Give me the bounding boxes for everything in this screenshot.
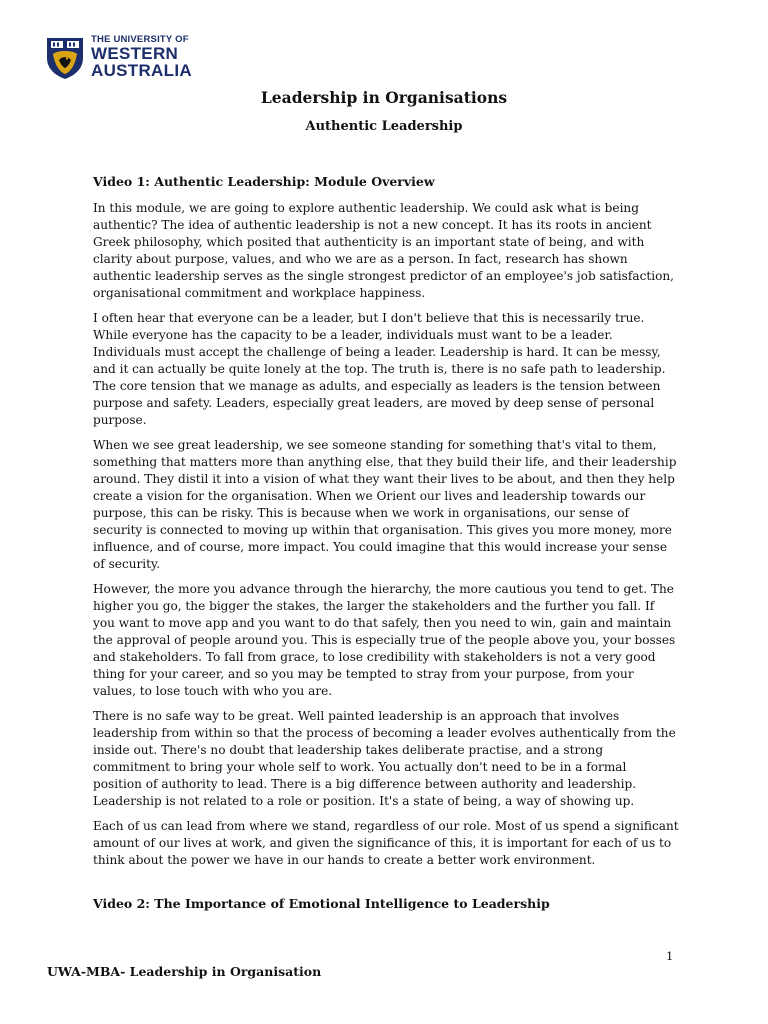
university-crest-icon [45, 36, 85, 80]
university-logo [45, 34, 195, 82]
document-body [93, 173, 679, 922]
logo-text [91, 34, 192, 79]
paragraph: There is no safe way to be great. Well painted leadership is an approach that involves leadership from within so that the process of becoming a leader evolves authentically from the inside out. There's no doubt that leadership takes deliberate practise, and a strong commitment to bring your whole self to work. You actually don't need to be in a formal position of authority to lead. There is a big difference between authority and leadership. Leadership is not related to a role or position. It's a state of being, a way of showing up. [93, 709, 676, 808]
paragraph: In this module, we are going to explore authentic leadership. We could ask what is being authentic? The idea of authentic leadership is not a new concept. It has its roots in ancient Greek philosophy, which posited that authenticity is an important state of being, and with clarity about purpose, values, and who we are as a person. In fact, research has shown authentic leadership serves as the single strongest predictor of an employee's job satisfaction, organisational commitment and workplace happiness. [93, 201, 674, 300]
paragraph: However, the more you advance through the hierarchy, the more cautious you tend to get. The higher you go, the bigger the stakes, the larger the stakeholders and the further you fall. If you want to move app and you want to do that safely, then you need to win, gain and maintain the approval of people around you. This is especially true of the people above you, your bosses and stakeholders. To fall from grace, to lose credibility with stakeholders is not a very good thing for your career, and so you may be tempted to stray from your purpose, from your values, to lose touch with who you are. [93, 582, 676, 698]
section-heading-video-1: Video 1: Authentic Leadership: Module Overview [93, 174, 435, 189]
section-heading-video-2: Video 2: The Importance of Emotional Intelligence to Leadership [93, 896, 550, 911]
paragraph: When we see great leadership, we see someone standing for something that's vital to them, something that matters more than anything else, that they build their life, and their leadership around. They distil it into a vision of what they want their lives to be about, and then they help create a vision for the organisation. When we Orient our lives and leadership towards our purpose, this can be risky. This is because when we work in organisations, our sense of security is connected to moving up within that organisation. This gives you more money, more influence, and of course, more impact. You could imagine that this would increase your sense of security. [93, 438, 677, 571]
document-subtitle: Authentic Leadership [305, 119, 463, 134]
footer-text: UWA-MBA- Leadership in Organisation [47, 964, 322, 979]
paragraph: Each of us can lead from where we stand, regardless of our role. Most of us spend a significant amount of our lives at work, and given the significance of this, it is important for each of us to think about the power we have in our hands to create a better work environment. [93, 819, 679, 867]
logo-line-3: AUSTRALIA [91, 61, 192, 80]
logo-line-2: WESTERN [91, 44, 179, 63]
document-title: Leadership in Organisations [260, 88, 508, 107]
logo-line-1: THE UNIVERSITY OF [91, 34, 189, 45]
page-number: 1 [666, 949, 674, 963]
paragraph: I often hear that everyone can be a leader, but I don't believe that this is necessarily true. While everyone has the capacity to be a leader, individuals must want to be a leader. Individuals must accept the challenge of being a leader. Leadership is hard. It can be messy, and it can actually be quite lonely at the top. The truth is, there is no safe path to leadership. The core tension that we manage as adults, and especially as leaders is the tension between purpose and safety. Leaders, especially great leaders, are moved by deep sense of personal purpose. [93, 311, 666, 427]
